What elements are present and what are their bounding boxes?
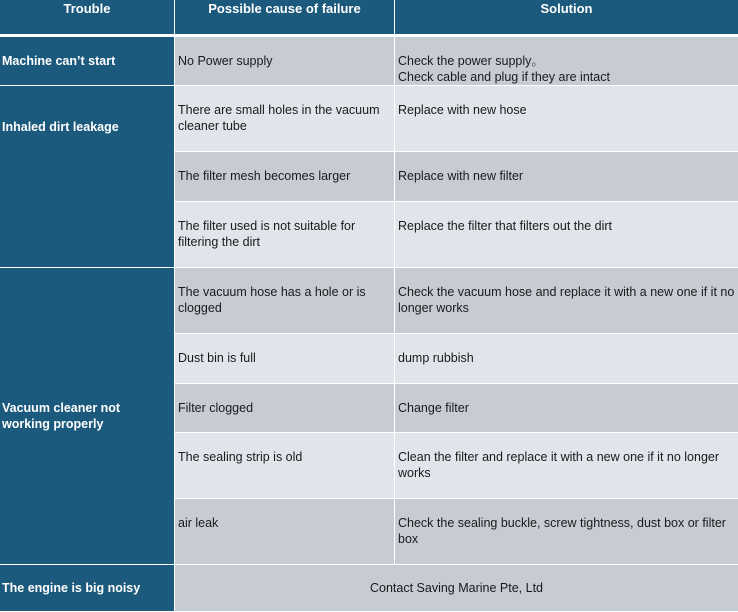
trouble-inhaled-dirt-leakage: Inhaled dirt leakage <box>0 86 175 268</box>
solution-line: Check the power supply。 <box>398 54 544 68</box>
cause-cell: There are small holes in the vacuum cleaner tube <box>175 86 395 152</box>
cause-cell: air leak <box>175 499 395 565</box>
solution-cell <box>395 37 738 86</box>
cause-cell: The filter mesh becomes larger <box>175 152 395 202</box>
table-row <box>0 268 738 334</box>
table-row <box>0 565 738 612</box>
table-row <box>0 37 738 86</box>
cause-cell: Filter clogged <box>175 384 395 433</box>
trouble-engine-noisy: The engine is big noisy <box>0 565 175 612</box>
solution-cell: Replace the filter that filters out the dirt <box>395 202 738 268</box>
solution-cell: Check the sealing buckle, screw tightness, dust box or filter box <box>395 499 738 565</box>
cause-cell: The vacuum hose has a hole or is clogged <box>175 268 395 334</box>
header-cause: Possible cause of failure <box>175 0 395 37</box>
solution-cell: Check the vacuum hose and replace it with a new one if it no longer works <box>395 268 738 334</box>
cause-cell: Dust bin is full <box>175 334 395 384</box>
cause-cell: No Power supply <box>175 37 395 86</box>
solution-line: Check cable and plug if they are intact <box>398 70 610 84</box>
trouble-vacuum-not-working: Vacuum cleaner not working properly <box>0 268 175 565</box>
header-row <box>0 0 738 37</box>
cause-cell: The filter used is not suitable for filtering the dirt <box>175 202 395 268</box>
cause-cell: The sealing strip is old <box>175 433 395 499</box>
header-trouble: Trouble <box>0 0 175 37</box>
trouble-machine-cant-start: Machine can’t start <box>0 37 175 86</box>
solution-cell: Clean the filter and replace it with a new one if it no longer works <box>395 433 738 499</box>
solution-cell: Replace with new filter <box>395 152 738 202</box>
solution-cell: dump rubbish <box>395 334 738 384</box>
contact-cell: Contact Saving Marine Pte, Ltd <box>175 565 738 612</box>
table-row <box>0 86 738 152</box>
header-solution: Solution <box>395 0 738 37</box>
solution-cell: Replace with new hose <box>395 86 738 152</box>
solution-cell: Change filter <box>395 384 738 433</box>
